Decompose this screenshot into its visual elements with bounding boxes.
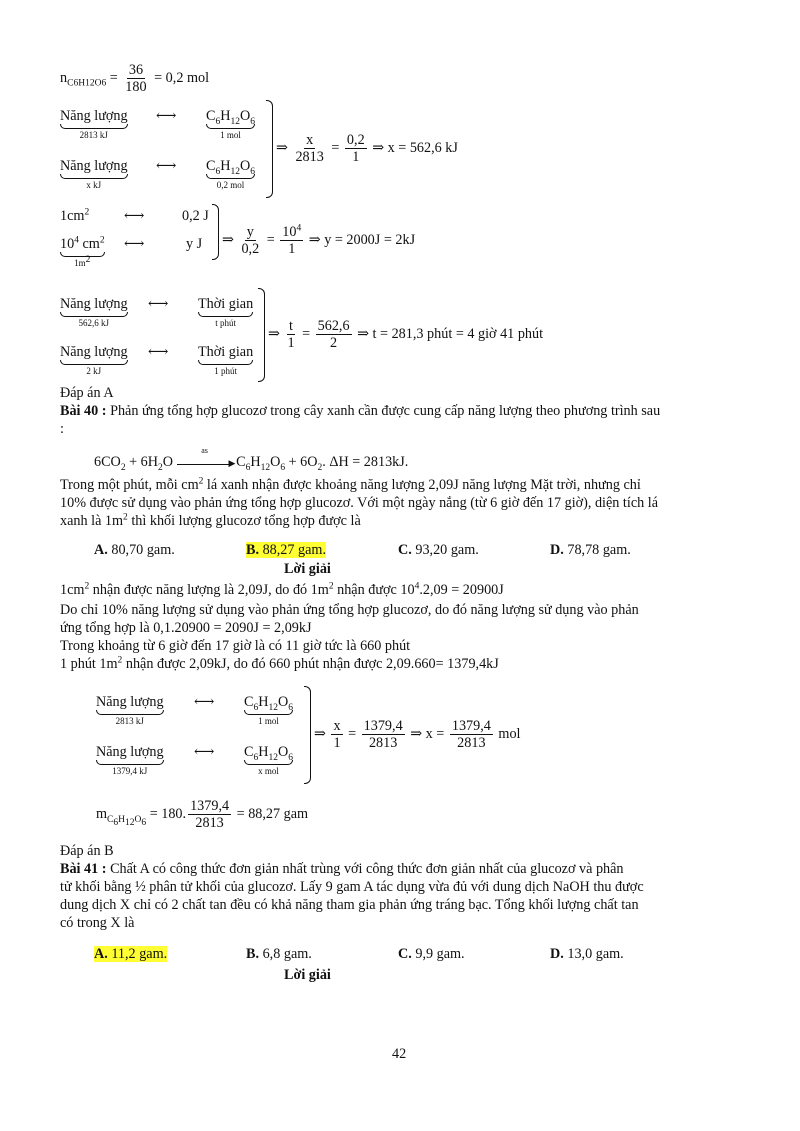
q40-option-b[interactable]: B. 88,27 gam. bbox=[246, 542, 327, 558]
energy-2813-row: Năng lượng 2813 kJ bbox=[60, 108, 128, 140]
q40-sol-line-2: Do chỉ 10% năng lượng sử dụng vào phản ứng tổng hợp glucozơ, do đó năng lượng sử dụng vào phản bbox=[60, 602, 639, 618]
q41-option-c[interactable]: C. 9,9 gam. bbox=[398, 946, 465, 962]
q41-line-2: tử khối bằng ½ phân tử khối của glucozơ. Lấy 9 gam A tác dụng vừa đủ với dung dịch NaOH thu được bbox=[60, 879, 644, 895]
time-1-row: Thời gian 1 phút bbox=[198, 344, 254, 376]
glucose-1mol: $C_6H_{12}O_6$ 1 mol bbox=[206, 108, 255, 140]
arrow: ⟷ bbox=[148, 296, 169, 312]
system-brace bbox=[258, 288, 265, 382]
proportion-3: ⇒ $\frac{t}{1}$ = $\frac{562,6}{2}$ ⇒ t = 281,3 phút = 4 giờ 41 phút bbox=[268, 318, 544, 351]
system-brace bbox=[212, 204, 219, 260]
proportion-1: ⇒ $\frac{x}{2813}$ = $\frac{0,2}{1}$ ⇒ x = 562,6 kJ bbox=[276, 132, 458, 165]
q40-sol-line-3: ứng tổng hợp là 0,1.20900 = 2090J = 2,09kJ bbox=[60, 620, 312, 636]
time-t-row: Thời gian t phút bbox=[198, 296, 254, 328]
energy-x-row: Năng lượng x kJ bbox=[60, 158, 128, 190]
q40-line-3: xanh là $1m^2$ thì khối lượng glucozơ tổng hợp được là bbox=[60, 512, 361, 529]
arrow: ⟷ bbox=[124, 208, 145, 224]
q41-option-b[interactable]: B. 6,8 gam. bbox=[246, 946, 312, 962]
q40-option-d[interactable]: D. 78,78 gam. bbox=[550, 542, 631, 558]
arrow: ⟷ bbox=[156, 108, 177, 124]
proportion-2: ⇒ $\frac{y}{0,2}$ = $\frac{10^4}{1}$ ⇒ y = 2000J = 2kJ bbox=[222, 223, 416, 257]
arrow: ⟷ bbox=[124, 236, 145, 252]
system-brace bbox=[266, 100, 273, 198]
answer-40: Đáp án B bbox=[60, 843, 114, 859]
area-row-2: $10^4$ $cm^2$ $1m^2$ bbox=[60, 235, 105, 268]
arrow: ⟷ bbox=[194, 694, 215, 710]
answer-39: Đáp án A bbox=[60, 385, 114, 401]
proportion-4: ⇒ $\frac{x}{1}$ = $\frac{1379,4}{2813}$ ⇒ x = $\frac{1379,4}{2813}$ mol bbox=[314, 718, 521, 751]
q41-solution-heading: Lời giải bbox=[284, 967, 331, 983]
photosynthesis-equation: $6CO_2 + 6H_2O$ as ▶ $C_6H_{12}O_6 + 6O_2$. ΔH = 2813kJ. bbox=[94, 446, 409, 473]
q40-option-a[interactable]: A. 80,70 gam. bbox=[94, 542, 175, 558]
energy-13794-row: Năng lượng 1379,4 kJ bbox=[96, 744, 164, 776]
area-row-1-energy: 0,2 J bbox=[182, 208, 209, 224]
page-number: 42 bbox=[392, 1046, 407, 1062]
arrow: ⟷ bbox=[148, 344, 169, 360]
mass-glucose-formula: $m_{C_6H_{12}O_6} = 180$. $\frac{1379,4}{2813}$ = 88,27 gam bbox=[96, 798, 309, 831]
q40-sol-line-5: 1 phút $1m^2$ nhận được 2,09kJ, do đó 660 phút nhận được 2,09.660= 1379,4kJ bbox=[60, 655, 499, 672]
n-glucose-formula: $n_{C6H12O6}$ = $\frac{36}{180}$ = 0,2 mol bbox=[60, 62, 210, 95]
arrow: ⟷ bbox=[194, 744, 215, 760]
arrow: ⟷ bbox=[156, 158, 177, 174]
q41-line-4: có trong X là bbox=[60, 915, 135, 931]
glucose-xmol: $C_6H_{12}O_6$ x mol bbox=[244, 744, 293, 776]
system-brace bbox=[304, 686, 311, 784]
energy-5626-row: Năng lượng 562,6 kJ bbox=[60, 296, 128, 328]
q40-sol-line-4: Trong khoảng từ 6 giờ đến 17 giờ là có 11 giờ tức là 660 phút bbox=[60, 638, 411, 654]
q40-solution-heading: Lời giải bbox=[284, 561, 331, 577]
q41-line-3: dung dịch X chỉ có 2 chất tan đều có khả năng tham gia phản ứng tráng bạc. Tổng khối lượng chất tan bbox=[60, 897, 639, 913]
q41-option-a[interactable]: A. 11,2 gam. bbox=[94, 946, 168, 962]
glucose-02mol: $C_6H_{12}O_6$ 0,2 mol bbox=[206, 158, 255, 190]
area-row-2-energy: y J bbox=[186, 236, 203, 252]
q40-line-2: 10% được sử dụng vào phản ứng tổng hợp glucozơ. Với một ngày nắng (từ 6 giờ đến 17 giờ), diện tích lá bbox=[60, 495, 658, 511]
glucose-1mol-b: $C_6H_{12}O_6$ 1 mol bbox=[244, 694, 293, 726]
q40-option-c[interactable]: C. 93,20 gam. bbox=[398, 542, 479, 558]
q40-line-1: Trong một phút, mỗi $cm^2$ lá xanh nhận được khoảng năng lượng 2,09J năng lượng Mặt trời, nhưng chỉ bbox=[60, 476, 641, 493]
q40-sol-line-1: $1cm^2$ nhận được năng lượng là 2,09J, do đó $1m^2$ nhận được $10^4.2,09 = 20900J$ bbox=[60, 581, 504, 598]
energy-2813-row-b: Năng lượng 2813 kJ bbox=[96, 694, 164, 726]
question-40: Bài 40 : Phản ứng tổng hợp glucozơ trong cây xanh cần được cung cấp năng lượng theo phương trình sau : bbox=[60, 403, 661, 437]
q41-line-1: Bài 41 : Chất A có công thức đơn giản nhất trùng với công thức đơn giản nhất của glucozơ và phân bbox=[60, 861, 624, 877]
area-row-1: $1cm^2$ bbox=[60, 207, 90, 224]
energy-2kj-row: Năng lượng 2 kJ bbox=[60, 344, 128, 376]
q41-option-d[interactable]: D. 13,0 gam. bbox=[550, 946, 624, 962]
